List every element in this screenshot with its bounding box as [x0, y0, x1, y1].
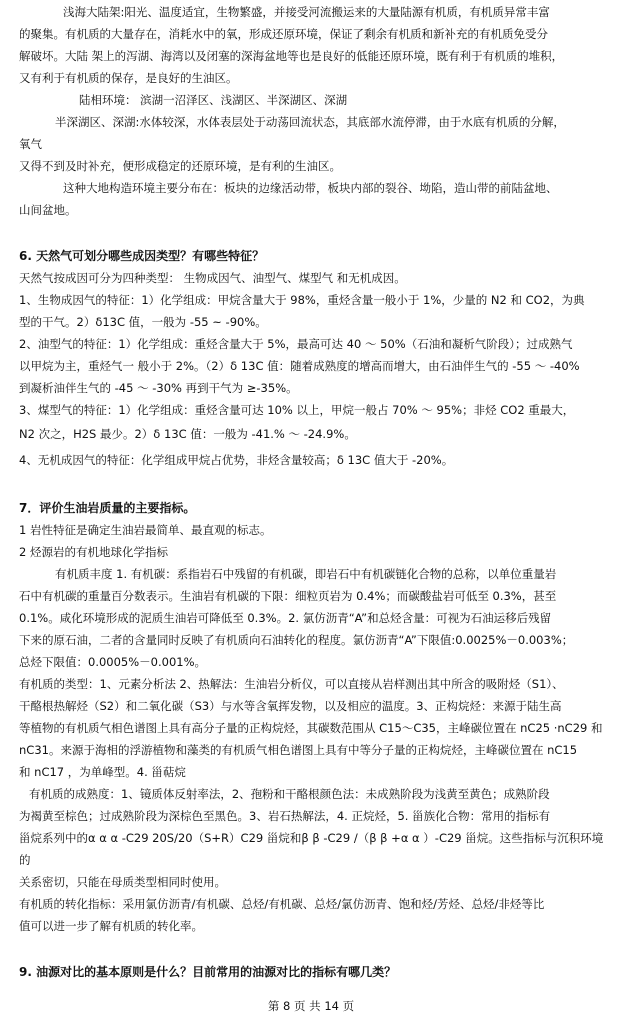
paragraph: 0.1%。咸化环境形成的泥质生油岩可降低至 0.3%。2. 氯仿沥青“A”和总烃含量：可视为石油运移后残留 [19, 611, 552, 625]
paragraph: 氧气 [19, 137, 42, 151]
paragraph: 下来的原石油，二者的含量同时反映了有机质向石油转化的程度。氯仿沥青“A”下限值:0.0025%－0.003%； [19, 633, 574, 647]
paragraph: 型的干气。2）δ13C 值，一般为 -55 ~ -90%。 [19, 315, 267, 329]
paragraph: 半深湖区、深湖:水体较深，水体表层处于动荡回流状态，其底部水流停滞，由于水底有机质的分解， [55, 115, 565, 129]
paragraph: 有机质的类型：1、元素分析法 2、热解法：生油岩分析仪，可以直接从岩样测出其中所含的吸附烃（S1）、 [19, 677, 564, 691]
paragraph: 3、煤型气的特征：1）化学组成：重烃含量可达 10% 以上，甲烷一般占 70% ～ 95%；非烃 CO2 重最大， [19, 403, 575, 417]
paragraph: 天然气按成因可分为四种类型： 生物成因气、油型气、煤型气 和无机成因。 [19, 271, 406, 285]
paragraph: 为褐黄至棕色；过成熟阶段为深棕色至黑色。3、岩石热解法，4. 正烷烃，5. 甾族化合物：常用的指标有 [19, 809, 551, 823]
paragraph: 又得不到及时补充，便形成稳定的还原环境，是有利的生油区。 [19, 159, 341, 173]
paragraph: 陆相环境： 滨湖一沼泽区、浅湖区、半深湖区、深湖 [79, 93, 348, 107]
paragraph: 的聚集。有机质的大量存在，消耗水中的氧，形成还原环境，保证了剩余有机质和新补充的有机质免受分 [19, 27, 548, 41]
paragraph: 2 烃源岩的有机地球化学指标 [19, 545, 168, 559]
paragraph: 有机质的成熟度：1、镜质体反射率法，2、孢粉和干酪根颜色法：未成熟阶段为浅黄至黄色；成熟阶段 [29, 787, 550, 801]
paragraph: 值可以进一步了解有机质的转化率。 [19, 919, 203, 933]
paragraph: 浅海大陆架:阳光、温度适宜，生物繁盛，并接受河流搬运来的大量陆源有机质，有机质异常丰富 [63, 5, 550, 19]
paragraph: 4、无机成因气的特征：化学组成甲烷占优势，非烃含量较高；δ 13C 值大于 -20%。 [19, 453, 454, 467]
paragraph: 1 岩性特征是确定生油岩最简单、最直观的标志。 [19, 523, 272, 537]
paragraph: 有机质的转化指标：采用氯仿沥青/有机碳、总烃/有机碳、总烃/氯仿沥青、饱和烃/芳烃、总烃/非烃等比 [19, 897, 545, 911]
paragraph: 总烃下限值：0.0005%－0.001%。 [19, 655, 207, 669]
paragraph: nC31。来源于海相的浮游植物和藻类的有机质气相色谱图上具有中等分子量的正构烷烃，主峰碳位置在 nC15 [19, 743, 578, 757]
paragraph: 解破坏。大陆 架上的泻湖、海湾以及闭塞的深海盆地等也是良好的低能还原环境，既有利于有机质的堆积， [19, 49, 564, 63]
question-heading-6: 6. 天然气可划分哪些成因类型？有哪些特征？ [19, 249, 265, 263]
paragraph: 山间盆地。 [19, 203, 77, 217]
paragraph: 2、油型气的特征：1）化学组成：重烃含量大于 5%，最高可达 40 ～ 50%（石油和凝析气阶段）；过成熟气 [19, 337, 573, 351]
paragraph: 干酪根热解烃（S2）和二氧化碳（S3）与水等含氧挥发物，以及相应的温度。3、正构烷烃：来源于陆生高 [19, 699, 562, 713]
document-page [19, 1, 609, 983]
paragraph: 到凝析油伴生气的 -45 ～ -30% 再到干气为 ≥-35%。 [19, 381, 298, 395]
question-heading-9: 9. 油源对比的基本原则是什么？目前常用的油源对比的指标有哪几类？ [19, 965, 397, 979]
paragraph: 和 nC17 ，为单峰型。4. 甾萜烷 [19, 765, 186, 779]
paragraph: 又有利于有机质的保存，是良好的生油区。 [19, 71, 238, 85]
paragraph: 等植物的有机质气相色谱图上具有高分子量的正构烷烃，其碳数范围从 C15～C35，主峰碳位置在 nC25 ·nC29 和 [19, 721, 603, 735]
paragraph: 关系密切，只能在母质类型相同时使用。 [19, 875, 226, 889]
question-heading-7: 7．评价生油岩质量的主要指标。 [19, 501, 196, 515]
paragraph: 这种大地构造环境主要分布在：板块的边缘活动带，板块内部的裂谷、坳陷，造山带的前陆盆地、 [63, 181, 558, 195]
paragraph: 甾烷系列中的α α α -C29 20S/20（S+R）C29 甾烷和β β -C29 /（β β +α α ）-C29 甾烷。这些指标与沉积环境的 [19, 831, 604, 867]
paragraph: 以甲烷为主，重烃气一 般小于 2%。（2）δ 13C 值：随着成熟度的增高而增大，由石油伴生气的 -55 ～ -40% [19, 359, 580, 373]
paragraph: N2 次之，H2S 最少。2）δ 13C 值：一般为 -41.% ～ -24.9%。 [19, 427, 356, 441]
paragraph: 有机质丰度 1. 有机碳：系指岩石中残留的有机碳，即岩石中有机碳链化合物的总称，以单位重量岩 [55, 567, 557, 581]
page-footer: 第 8 页 共 14 页 [267, 999, 355, 1013]
paragraph: 石中有机碳的重量百分数表示。生油岩有机碳的下限：细粒页岩为 0.4%；而碳酸盐岩可低至 0.3%，甚至 [19, 589, 557, 603]
paragraph: 1、生物成因气的特征：1）化学组成：甲烷含量大于 98%，重烃含量一般小于 1%，少量的 N2 和 CO2，为典 [19, 293, 585, 307]
